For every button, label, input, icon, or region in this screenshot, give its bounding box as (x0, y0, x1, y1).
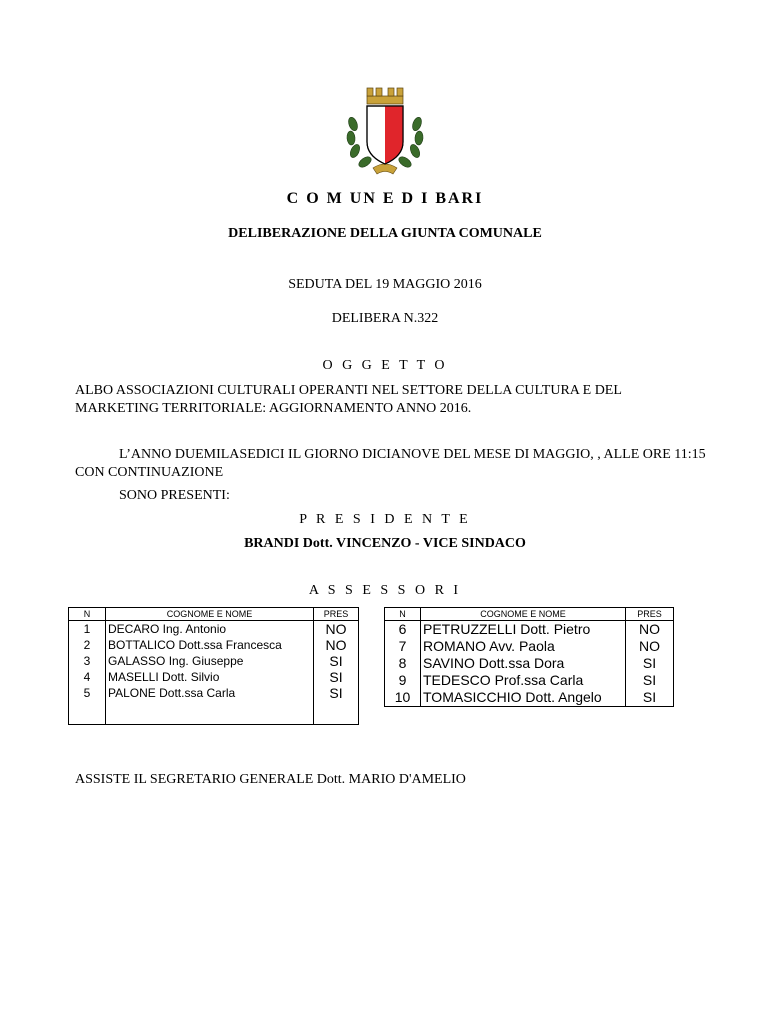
row-number: 5 (69, 685, 106, 701)
row-name: PETRUZZELLI Dott. Pietro (421, 621, 626, 639)
row-presence: SI (626, 689, 674, 707)
table-row (385, 638, 674, 655)
oggetto-text: ALBO ASSOCIAZIONI CULTURALI OPERANTI NEL SETTORE DELLA CULTURA E DEL MARKETING TERRITORIALE: AGGIORNAMENTO ANNO 2016. (75, 383, 622, 416)
row-number: 8 (385, 655, 421, 672)
presidente-name: BRANDI Dott. VINCENZO - VICE SINDACO (244, 536, 526, 551)
presidente-heading: P R E S I D E N T E (299, 512, 471, 527)
bari-coat-of-arms-icon (343, 84, 427, 178)
meeting-date: SEDUTA DEL 19 MAGGIO 2016 (288, 277, 482, 292)
column-header-n: N (385, 608, 421, 621)
document-subtitle: DELIBERAZIONE DELLA GIUNTA COMUNALE (228, 226, 542, 241)
row-name: BOTTALICO Dott.ssa Francesca (106, 637, 314, 653)
row-name: SAVINO Dott.ssa Dora (421, 655, 626, 672)
table-row (385, 672, 674, 689)
row-name: PALONE Dott.ssa Carla (106, 685, 314, 701)
row-number: 1 (69, 621, 106, 638)
row-name: ROMANO Avv. Paola (421, 638, 626, 655)
row-number: 4 (69, 669, 106, 685)
present-label: SONO PRESENTI: (119, 488, 230, 503)
opening-text: L’ANNO DUEMILASEDICI IL GIORNO DICIANOVE DEL MESE DI MAGGIO, , ALLE ORE 11:15 CON CONTINUAZIONE (75, 447, 706, 480)
row-presence: NO (626, 638, 674, 655)
assessori-heading: A S S E S S O R I (308, 583, 462, 598)
column-header-name: COGNOME E NOME (106, 608, 314, 621)
delibera-number: DELIBERA N.322 (331, 311, 439, 326)
row-presence: SI (314, 653, 359, 669)
table-row (69, 653, 359, 669)
row-number: 3 (69, 653, 106, 669)
table-row (69, 621, 359, 638)
row-presence: SI (314, 685, 359, 701)
column-header-pres: PRES (626, 608, 674, 621)
row-presence: NO (314, 637, 359, 653)
row-name: MASELLI Dott. Silvio (106, 669, 314, 685)
table-row-spacer (69, 701, 359, 725)
row-number: 6 (385, 621, 421, 639)
column-header-name: COGNOME E NOME (421, 608, 626, 621)
row-presence: SI (626, 672, 674, 689)
row-presence: NO (314, 621, 359, 638)
table-row (69, 685, 359, 701)
row-number: 2 (69, 637, 106, 653)
table-row (385, 689, 674, 707)
column-header-pres: PRES (314, 608, 359, 621)
oggetto-heading: O G G E T T O (322, 358, 448, 373)
document-title: C O M UN E D I BARI (286, 190, 484, 207)
row-name: TEDESCO Prof.ssa Carla (421, 672, 626, 689)
row-presence: NO (626, 621, 674, 639)
assessori-table-left (68, 607, 359, 725)
row-presence: SI (314, 669, 359, 685)
table-row (385, 655, 674, 672)
row-name: GALASSO Ing. Giuseppe (106, 653, 314, 669)
row-name: TOMASICCHIO Dott. Angelo (421, 689, 626, 707)
secretary-statement: ASSISTE IL SEGRETARIO GENERALE Dott. MARIO D'AMELIO (75, 772, 466, 787)
column-header-n: N (69, 608, 106, 621)
table-row (69, 637, 359, 653)
assessori-table-right (384, 607, 674, 707)
table-row (69, 669, 359, 685)
table-row (385, 621, 674, 639)
row-number: 7 (385, 638, 421, 655)
row-number: 10 (385, 689, 421, 707)
row-name: DECARO Ing. Antonio (106, 621, 314, 638)
row-number: 9 (385, 672, 421, 689)
row-presence: SI (626, 655, 674, 672)
